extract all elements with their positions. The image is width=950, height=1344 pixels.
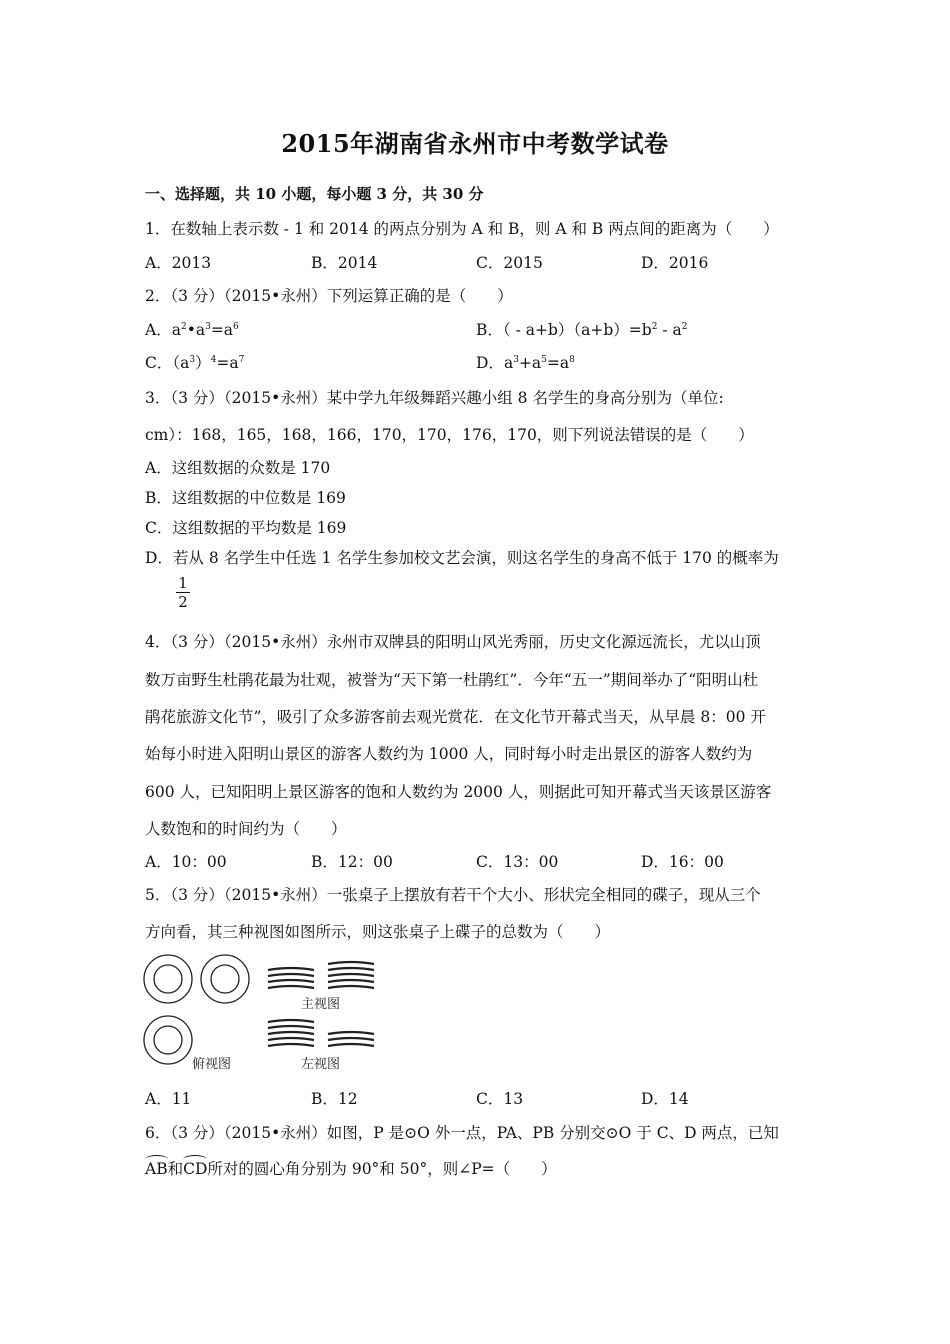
arc-cd: CD <box>183 1156 207 1178</box>
question-4-line: 始每小时进入阳明山景区的游客人数约为 1000 人，同时每小时走出景区的游客人数约为 <box>145 745 753 763</box>
q3-option-a: A．这组数据的众数是 170 <box>145 459 331 477</box>
front-view-label: 主视图 <box>301 997 341 1012</box>
left-view-stack-right <box>328 1032 374 1046</box>
q2-option-a: A．$a^2•a^3=a^6$ <box>145 321 239 339</box>
question-6-line1: 6．（3 分）（2015•永州）如图，P 是⊙O 外一点，PA、PB 分别交⊙O 于 C、D 两点，已知 <box>145 1124 779 1142</box>
question-4-line: 600 人，已知阳明上景区游客的饱和人数约为 2000 人，则据此可知开幕式当天该景区游客 <box>145 783 772 801</box>
question-4-line: 鹃花旅游文化节”，吸引了众多游客前去观光赏花．在文化节开幕式当天，从早晨 8：00 开 <box>145 708 766 726</box>
q5-option-b: B．12 <box>311 1090 358 1108</box>
q3-option-d: D．若从 8 名学生中任选 1 名学生参加校文艺会演，则这名学生的身高不低于 170 的概率为 <box>145 549 779 567</box>
page-title: 2015年湖南省永州市中考数学试卷 <box>281 129 669 158</box>
q4-option-b: B．12：00 <box>311 853 393 871</box>
question-5-line: 方向看，其三种视图如图所示，则这张桌子上碟子的总数为（ ） <box>145 923 611 941</box>
top-view-plate-inner <box>154 965 182 993</box>
q4-option-c: C．13：00 <box>476 853 559 871</box>
q3-probability-fraction <box>176 575 190 612</box>
left-view-label: 左视图 <box>301 1057 341 1072</box>
question-4-line: 4．（3 分）（2015•永州）永州市双牌县的阳明山风光秀丽，历史文化源远流长，尤以山顶 <box>145 633 761 651</box>
question-6-line2: AB和CD所对的圆心角分别为 90°和 50°，则∠P=（ ） <box>145 1156 557 1179</box>
question-5-line: 5．（3 分）（2015•永州）一张桌子上摆放有若干个大小、形状完全相同的碟子，现从三个 <box>145 886 761 904</box>
section-heading: 一、选择题，共 10 小题，每小题 3 分，共 30 分 <box>145 185 484 203</box>
question-2-stem: 2．（3 分）（2015•永州）下列运算正确的是（ ） <box>145 287 513 305</box>
arc-ab: AB <box>145 1156 168 1178</box>
q2-option-c: C．$(a^3)^4=a^7$ <box>145 354 245 372</box>
q5-option-c: C．13 <box>476 1090 524 1108</box>
q4-option-a: A．10：00 <box>145 853 227 871</box>
left-view-stack-left <box>268 1020 314 1046</box>
fraction-denominator: 2 <box>178 593 188 611</box>
q5-option-a: A．11 <box>145 1090 192 1108</box>
question-1-stem: 1．在数轴上表示数 - 1 和 2014 的两点分别为 A 和 B，则 A 和 B 两点间的距离为（ ） <box>145 220 779 238</box>
q3-option-b: B．这组数据的中位数是 169 <box>145 489 346 507</box>
q1-option-c: C．2015 <box>476 254 543 272</box>
q3-option-c: C．这组数据的平均数是 169 <box>145 519 347 537</box>
top-view-plate <box>144 1016 192 1064</box>
question-3-stem-line2: cm）：168，165，168，166，170，170，176，170，则下列说法错误的是（ ） <box>145 426 754 444</box>
top-view-plate-inner <box>211 965 239 993</box>
q1-option-d: D．2016 <box>641 254 709 272</box>
fraction-numerator: 1 <box>176 575 190 593</box>
front-view-stack-right <box>328 962 374 988</box>
question-4-line: 人数饱和的时间约为（ ） <box>145 820 347 838</box>
question-4-line: 数万亩野生杜鹃花最为壮观，被誉为“天下第一杜鹃红”．今年“五一”期间举办了“阳明山杜 <box>145 671 759 689</box>
q1-option-a: A．2013 <box>145 254 212 272</box>
top-view-plate <box>201 955 249 1003</box>
question-3-stem-line1: 3．（3 分）（2015•永州）某中学九年级舞蹈兴趣小组 8 名学生的身高分别为（单位: <box>145 389 724 407</box>
top-view-plate-inner <box>154 1026 182 1054</box>
top-view-label: 俯视图 <box>192 1057 232 1072</box>
q5-option-d: D．14 <box>641 1090 689 1108</box>
q4-option-d: D．16：00 <box>641 853 724 871</box>
three-views-figure <box>140 950 390 1075</box>
q2-option-b: B．（ - $a+b)(a+b)=b^2 - a^2$ <box>476 321 688 339</box>
q1-option-b: B．2014 <box>311 254 378 272</box>
q2-option-d: D．$a^3+a^5=a^8$ <box>476 354 575 372</box>
top-view-plate <box>144 955 192 1003</box>
front-view-stack-left <box>268 968 314 988</box>
